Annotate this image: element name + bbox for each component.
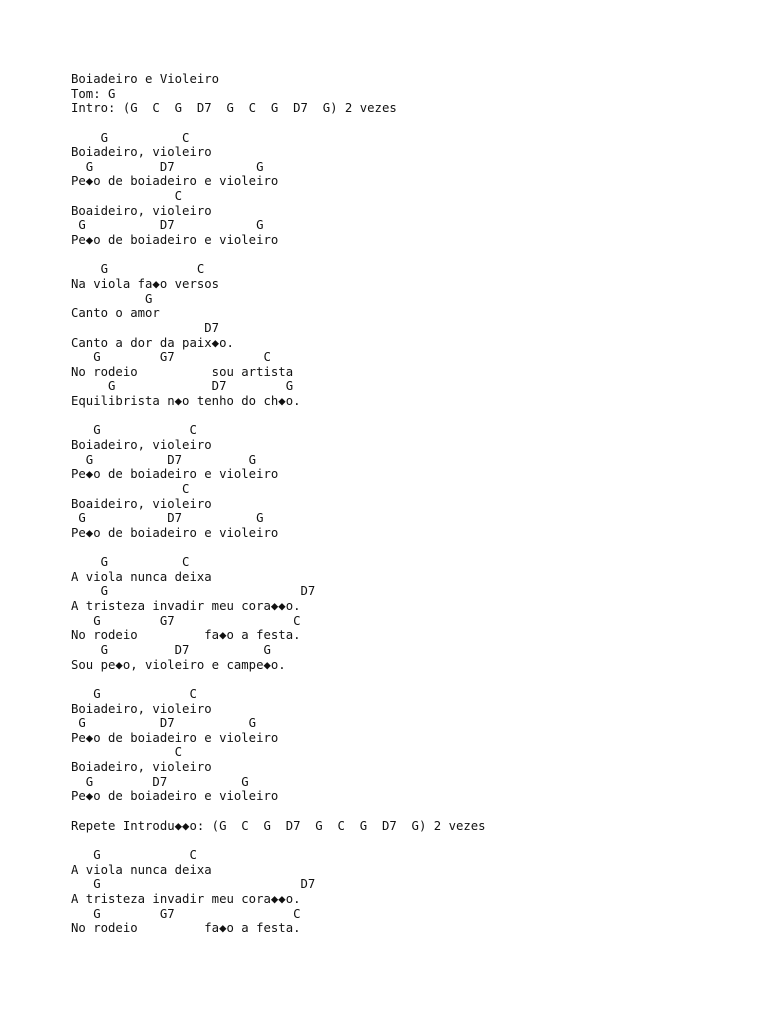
lyric-line: No rodeio fa◆o a festa. bbox=[71, 921, 301, 936]
chord-line: G D7 G bbox=[71, 774, 249, 789]
song-title: Boiadeiro e Violeiro bbox=[71, 72, 220, 86]
chord-line: G bbox=[71, 291, 153, 306]
lyric-line: A tristeza invadir meu cora◆◆o. bbox=[71, 599, 301, 614]
chord-line: G C bbox=[71, 686, 197, 701]
lyric-line: Boiadeiro, violeiro bbox=[71, 438, 212, 453]
lyric-line: A viola nunca deixa bbox=[71, 862, 212, 877]
chord-line: G D7 G bbox=[71, 452, 257, 467]
chord-line: G G7 C bbox=[71, 350, 271, 365]
lyric-line: Pe◆o de boiadeiro e violeiro bbox=[71, 174, 279, 189]
lyric-line: A tristeza invadir meu cora◆◆o. bbox=[71, 891, 301, 906]
chord-line: G D7 G bbox=[71, 379, 294, 394]
lyric-line: Boiadeiro, violeiro bbox=[71, 145, 212, 160]
chord-line: G C bbox=[71, 847, 197, 862]
lyric-line: Pe◆o de boiadeiro e violeiro bbox=[71, 789, 279, 804]
chord-line: G D7 G bbox=[71, 218, 264, 233]
chord-line: G D7 G bbox=[71, 716, 257, 731]
chord-line: D7 bbox=[71, 320, 220, 335]
chord-line: G D7 G bbox=[71, 159, 264, 174]
blank-line bbox=[71, 672, 751, 687]
blank-line bbox=[71, 833, 751, 848]
lyric-line: No rodeio sou artista bbox=[71, 364, 294, 379]
blank-line bbox=[71, 541, 751, 556]
chord-line: G C bbox=[71, 130, 190, 145]
chord-line: G C bbox=[71, 262, 205, 277]
lyric-line: Pe◆o de boiadeiro e violeiro bbox=[71, 467, 279, 482]
chord-sheet bbox=[71, 72, 751, 936]
lyric-line: Equilibrista n◆o tenho do ch◆o. bbox=[71, 394, 301, 409]
lyric-line: No rodeio fa◆o a festa. bbox=[71, 628, 301, 643]
blank-line bbox=[71, 804, 751, 819]
chord-line: C bbox=[71, 481, 190, 496]
chord-line: G D7 G bbox=[71, 511, 264, 526]
lyric-line: Na viola fa◆o versos bbox=[71, 276, 220, 291]
lyric-line: Pe◆o de boiadeiro e violeiro bbox=[71, 525, 279, 540]
lyric-line: Boiadeiro, violeiro bbox=[71, 701, 212, 716]
blank-line bbox=[71, 248, 751, 263]
lyric-line: Boaideiro, violeiro bbox=[71, 496, 212, 511]
chord-line: G G7 C bbox=[71, 613, 301, 628]
lyric-line: A viola nunca deixa bbox=[71, 569, 212, 584]
blank-line bbox=[71, 409, 751, 424]
lyric-line: Sou pe◆o, violeiro e campe◆o. bbox=[71, 657, 286, 672]
song-key: Tom: G bbox=[71, 86, 116, 101]
lyric-line: Boaideiro, violeiro bbox=[71, 203, 212, 218]
lyric-line: Boiadeiro, violeiro bbox=[71, 760, 212, 775]
lyric-line: Pe◆o de boiadeiro e violeiro bbox=[71, 233, 279, 248]
chord-line: C bbox=[71, 745, 183, 760]
chord-line: G D7 bbox=[71, 584, 316, 599]
blank-line bbox=[71, 116, 751, 131]
repeat-intro-line: Repete Introdu◆◆o: (G C G D7 G C G D7 G) 2 vezes bbox=[71, 818, 486, 833]
chord-line: G D7 G bbox=[71, 642, 271, 657]
chord-line: G G7 C bbox=[71, 906, 301, 921]
intro-line: Intro: (G C G D7 G C G D7 G) 2 vezes bbox=[71, 101, 397, 116]
chord-line: G C bbox=[71, 555, 190, 570]
lyric-line: Canto o amor bbox=[71, 306, 160, 321]
chord-line: G C bbox=[71, 423, 197, 438]
lyric-line: Canto a dor da paix◆o. bbox=[71, 335, 234, 350]
chord-line: C bbox=[71, 189, 183, 204]
chord-line: G D7 bbox=[71, 877, 316, 892]
lyric-line: Pe◆o de boiadeiro e violeiro bbox=[71, 730, 279, 745]
